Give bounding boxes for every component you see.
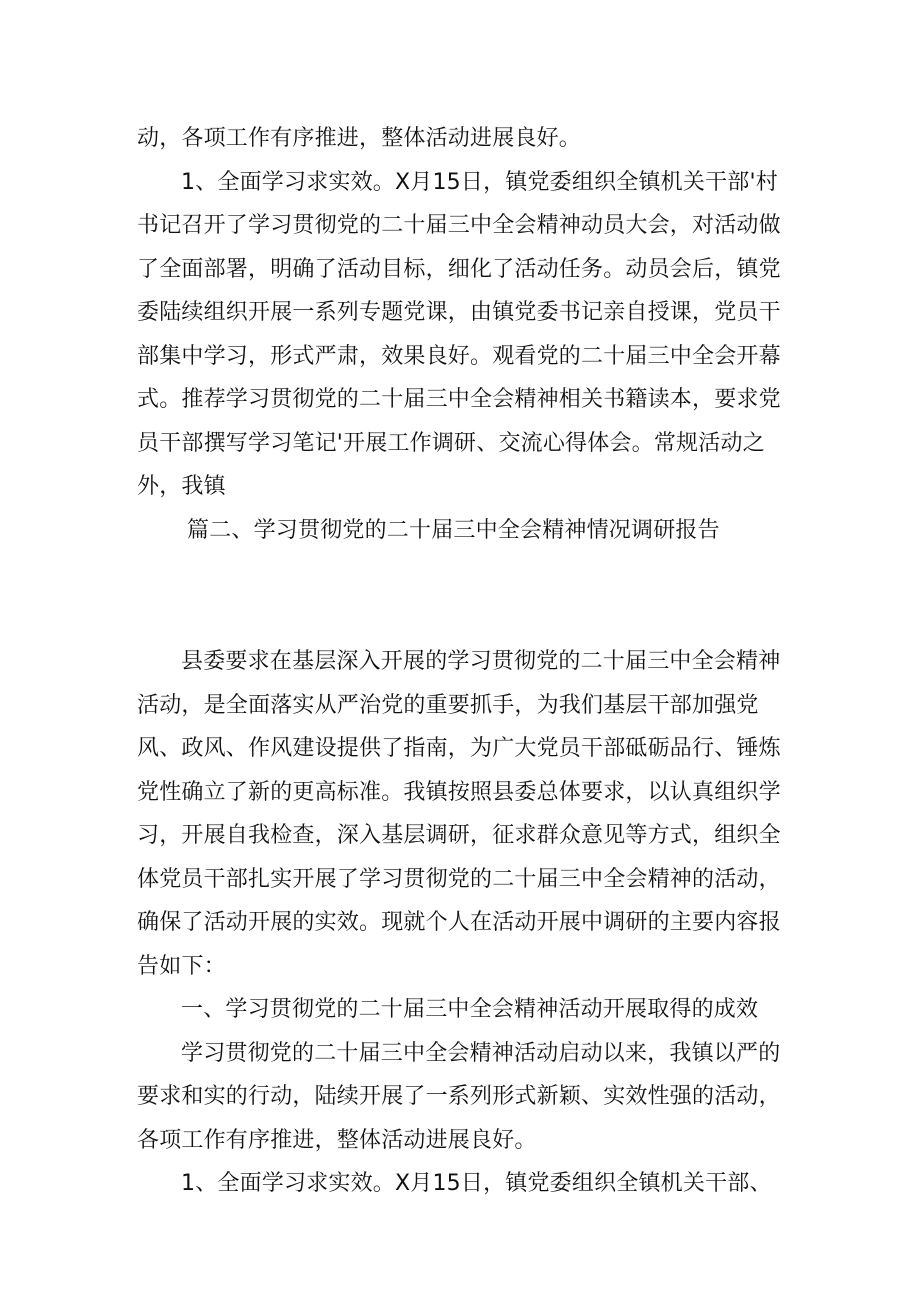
paragraph-intro: 县委要求在基层深入开展的学习贯彻党的二十届三中全会精神活动，是全面落实从严治党的重要抓手，为我们基层干部加强党风、政风、作风建设提供了指南，为广大党员干部砥砺品行、锤炼党性确立了新的更高标准。我镇按照县委总体要求，以认真组织学习，开展自我检查，深入基层调研，征求群众意见等方式，组织全体党员干部扎实开展了学习贯彻党的二十届三中全会精神的活动，确保了活动开展的实效。现就个人在活动开展中调研的主要内容报告如下：	[137, 649, 781, 979]
section-heading-part-two: 篇二、学习贯彻党的二十届三中全会精神情况调研报告	[187, 517, 720, 543]
paragraph-activity-overview: 学习贯彻党的二十届三中全会精神活动启动以来，我镇以严的要求和实的行动，陆续开展了一系列形式新颖、实效性强的活动，各项工作有序推进，整体活动进展良好。	[137, 1040, 781, 1153]
section-heading-achievements: 一、学习贯彻党的二十届三中全会精神活动开展取得的成效	[181, 997, 759, 1022]
blank-spacer	[137, 552, 797, 640]
paragraph-continuation: 动，各项工作有序推进，整体活动进展良好。	[137, 126, 582, 151]
document-body	[137, 117, 797, 1206]
paragraph-study-results-repeat: 1、全面学习求实效。X月15日，镇党委组织全镇机关干部、	[181, 1171, 772, 1196]
paragraph-study-results: 1、全面学习求实效。X月15日，镇党委组织全镇机关干部'村书记召开了学习贯彻党的二十届三中全会精神动员大会，对活动做了全面部署，明确了活动目标，细化了活动任务。动员会后，镇党委陆续组织开展一系列专题党课，由镇党委书记亲自授课，党员干部集中学习，形式严肃，效果良好。观看党的二十届三中全会开幕式。推荐学习贯彻党的二十届三中全会精神相关书籍读本，要求党员干部撰写学习笔记'开展工作调研、交流心得体会。常规活动之外，我镇	[137, 169, 781, 499]
